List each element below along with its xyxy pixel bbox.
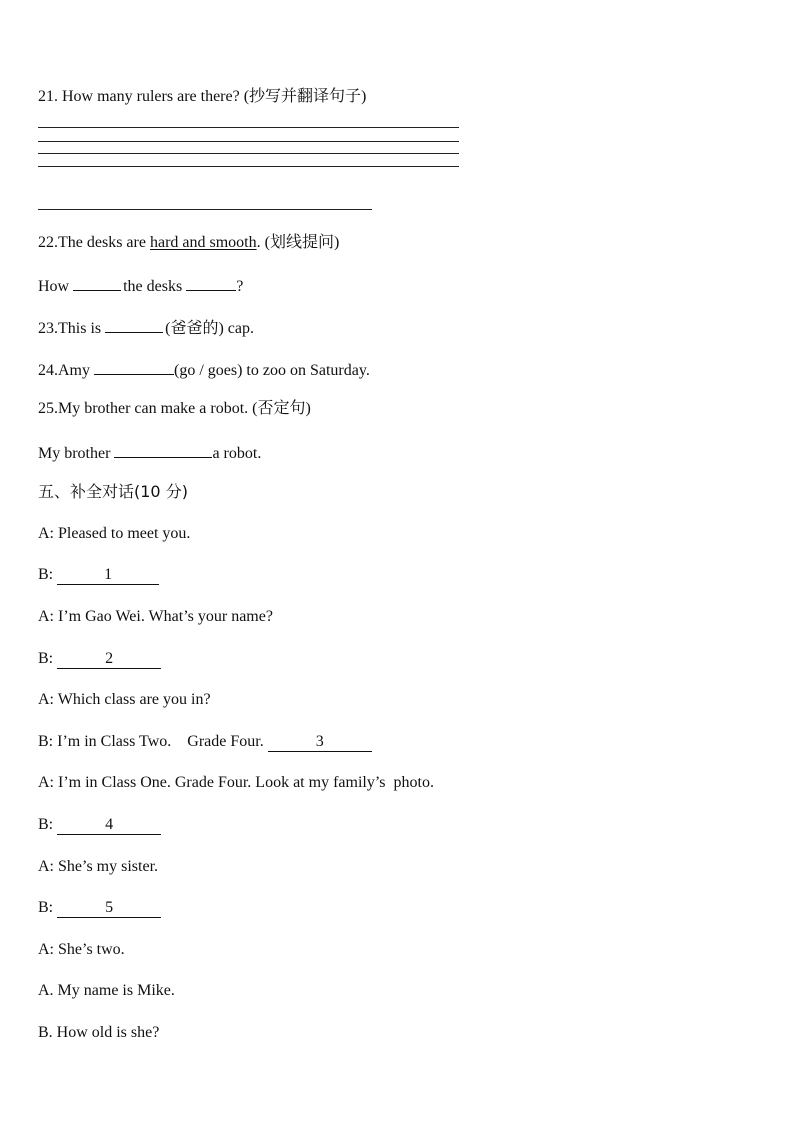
dialogue-line: A: She’s my sister. (38, 858, 159, 875)
section-heading: 五、补全对话(10 分) (38, 482, 188, 501)
question-25: 25.My brother can make a robot. (否定句) (38, 400, 311, 417)
answer-line[interactable] (38, 141, 459, 142)
fill-blank[interactable] (105, 316, 163, 333)
dialogue-line: A: I’m Gao Wei. What’s your name? (38, 608, 273, 625)
fill-blank[interactable] (73, 274, 121, 291)
option-b: B. How old is she? (38, 1024, 160, 1041)
option-a: A. My name is Mike. (38, 982, 175, 999)
question-number: 21 (38, 88, 54, 105)
underlined-phrase: hard and smooth (149, 234, 257, 251)
dialogue-line: A: Pleased to meet you. (38, 525, 191, 542)
fill-blank[interactable] (186, 274, 236, 291)
answer-line[interactable] (38, 153, 459, 154)
dialogue-line: A: She’s two. (38, 941, 125, 958)
dialogue-line: B: 4 (38, 815, 161, 835)
dialogue-blank-4[interactable]: 4 (57, 816, 161, 835)
question-25-answer: My brother a robot. (38, 441, 261, 464)
question-23: 23.This is (爸爸的) cap. (38, 316, 254, 339)
dialogue-blank-3[interactable]: 3 (268, 733, 372, 752)
question-22: 22.The desks are hard and smooth. (划线提问) (38, 234, 340, 251)
answer-line[interactable] (38, 127, 459, 128)
dialogue-line: A: I’m in Class One. Grade Four. Look at my family’s photo. (38, 774, 434, 791)
fill-blank[interactable] (94, 358, 174, 375)
question-22-answer: How the desks ? (38, 274, 243, 297)
dialogue-line: B: 2 (38, 649, 161, 669)
dialogue-blank-1[interactable]: 1 (57, 566, 159, 585)
dialogue-line: B: I’m in Class Two. Grade Four. 3 (38, 732, 372, 752)
dialogue-blank-2[interactable]: 2 (57, 650, 161, 669)
answer-line[interactable] (38, 209, 372, 210)
question-24: 24.Amy (go / goes) to zoo on Saturday. (38, 358, 370, 381)
dialogue-line: B: 1 (38, 565, 159, 585)
answer-line[interactable] (38, 166, 459, 167)
question-text: . How many rulers are there? (抄写并翻译句子) (54, 88, 367, 105)
fill-blank[interactable] (114, 441, 212, 458)
question-21 (38, 87, 366, 107)
dialogue-line: B: 5 (38, 898, 161, 918)
dialogue-line: A: Which class are you in? (38, 691, 211, 708)
dialogue-blank-5[interactable]: 5 (57, 899, 161, 918)
